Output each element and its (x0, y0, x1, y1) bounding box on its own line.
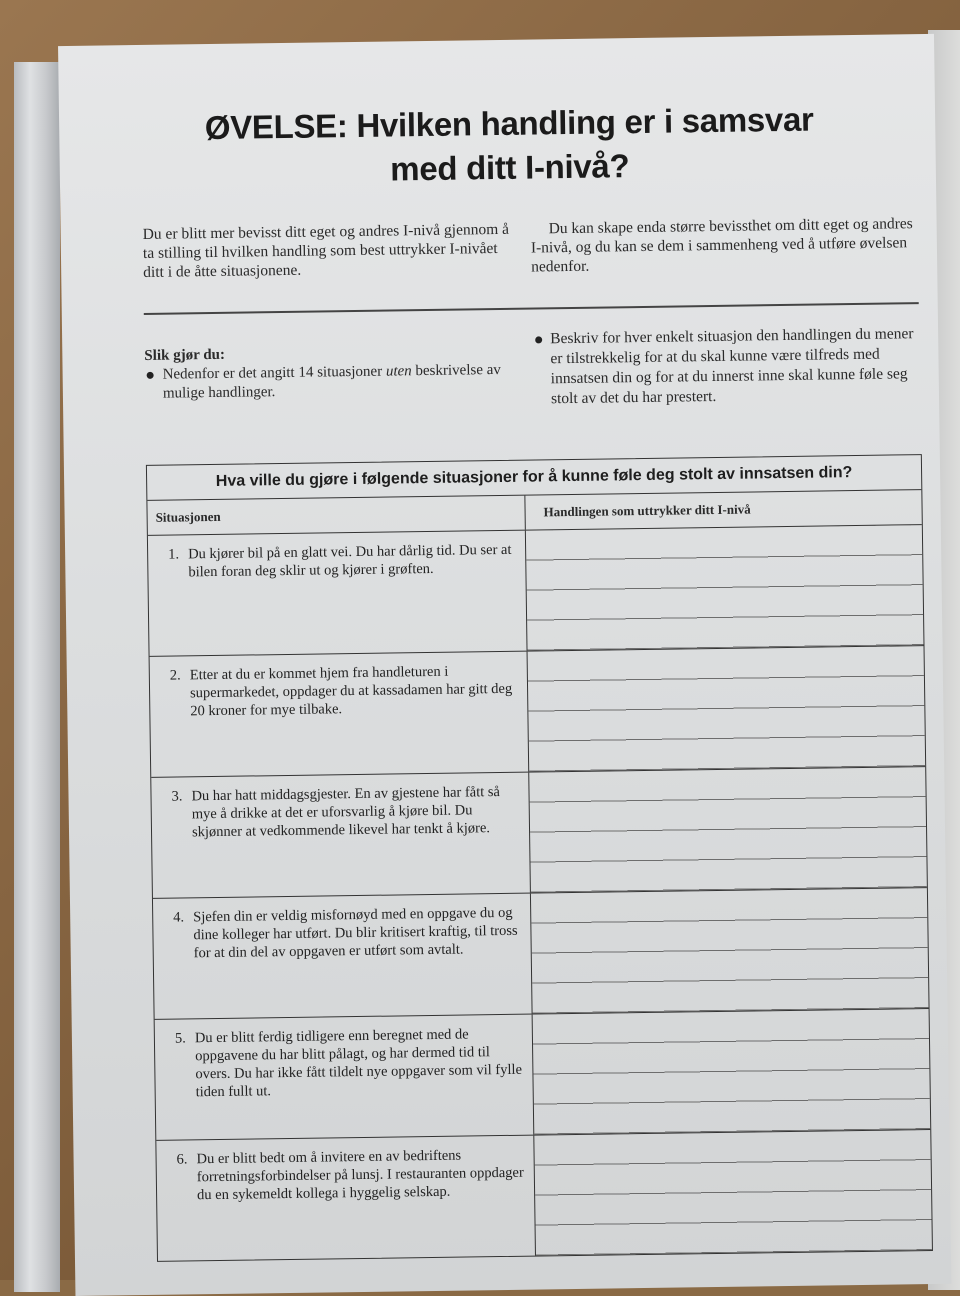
bullet-1-text-start: Nedenfor er det angitt 14 situasjoner (162, 363, 386, 383)
column-header-situation: Situasjonen (147, 496, 525, 535)
situation-text: Etter at du er kommet hjem fra handleturen i supermarkedet, oppdager du at kassadamen har gitt deg 20 kroner for mye tilbake. (189, 663, 513, 720)
book-spine-edge (14, 62, 60, 1292)
situation-number: 5. (174, 1030, 186, 1047)
answer-lines[interactable] (526, 525, 924, 651)
situation-number: 2. (169, 667, 181, 684)
answer-lines[interactable] (534, 1130, 932, 1256)
table-row (155, 1009, 931, 1141)
situation-cell (153, 894, 533, 1019)
table-row (153, 888, 929, 1020)
section-divider (144, 302, 919, 314)
situation-cell (155, 1015, 535, 1140)
intro-left-paragraph: Du er blitt mer bevisst ditt eget og andres I-nivå gjennom å ta stilling til hvilken handling som best uttrykker I-nivået ditt i de åtte situasjonene. (142, 220, 510, 281)
bullet-2-text: Beskriv for hver enkelt situasjon den handlingen du mener er tilstrekkelig for at du skal kunne være tilfreds med innsatsen din og for at du innerst inne skal kunne føle seg stolt av det du har prestert. (550, 325, 914, 408)
bullet-dot-icon (535, 336, 542, 343)
situation-cell (151, 773, 531, 898)
situation-text: Du kjører bil på en glatt vei. Du har dårlig tid. Du ser at bilen foran deg sklir ut og kjører i grøften. (188, 541, 512, 581)
situation-cell (148, 531, 528, 656)
instruction-bullet-2 (532, 324, 923, 409)
instructions-left (144, 342, 515, 404)
situation-cell (156, 1136, 536, 1261)
instructions-heading: Slik gjør du: (144, 346, 226, 364)
table-row (148, 525, 924, 657)
answer-lines[interactable] (533, 1009, 931, 1135)
situation-text: Du har hatt middagsgjester. En av gjestene har fått så mye å drikke at det er uforsvarlig å kjøre bil. Du skjønner at vedkommende likevel har tenkt å kjøre. (191, 784, 501, 841)
column-header-action: Handlingen som uttrykker ditt I-nivå (543, 501, 751, 520)
worksheet-question: Hva ville du gjøre i følgende situasjoner for å kunne føle deg stolt av innsatsen din? (147, 455, 921, 501)
situation-cell (150, 652, 530, 777)
intro-right-paragraph: Du kan skape enda større bevissthet om ditt eget og andres I-nivå, og du kan se dem i sammenheng ved å utføre øvelsen nedenfor. (530, 215, 913, 276)
table-row (156, 1130, 932, 1261)
situation-number: 6. (176, 1151, 188, 1168)
situation-text: Du er blitt ferdig tidligere enn beregnet med de oppgavene du har blitt pålagt, og har dermed tid til overs. Du har ikke fått tildelt nye oppgaver som vil fylle tiden fullt ut. (194, 1026, 523, 1101)
situation-number: 1. (168, 546, 180, 563)
table-row (151, 767, 927, 899)
situation-number: 4. (173, 909, 185, 926)
book-page (58, 34, 951, 1296)
table-row (150, 646, 926, 778)
situation-text: Sjefen din er veldig misfornøyd med en oppgave du og dine kolleger har utført. Du blir kritisert kraftig, til tross for at din del av oppgaven er utført som avtalt. (193, 904, 518, 962)
bullet-1-text-end: beskrivelse av mulige handlinger. (162, 361, 501, 402)
answer-lines[interactable] (528, 646, 926, 772)
bullet-1-emphasis: uten (385, 363, 412, 380)
situation-number: 3. (171, 788, 183, 805)
answer-lines[interactable] (531, 888, 929, 1014)
page-title (159, 97, 860, 195)
situation-text: Du er blitt bedt om å invitere en av bedriftens forretningsforbindelser på lunsj. I restauranten oppdager du en sykemeldt kollega i hyggelig selskap. (196, 1147, 524, 1204)
bullet-dot-icon (147, 372, 154, 379)
title-line-1: ØVELSE: Hvilken handling er i samsvar (204, 100, 814, 147)
answer-lines[interactable] (529, 767, 927, 893)
title-line-2: med ditt I-nivå? (390, 147, 630, 188)
instruction-bullet-1 (145, 361, 515, 404)
worksheet-table (146, 454, 933, 1262)
